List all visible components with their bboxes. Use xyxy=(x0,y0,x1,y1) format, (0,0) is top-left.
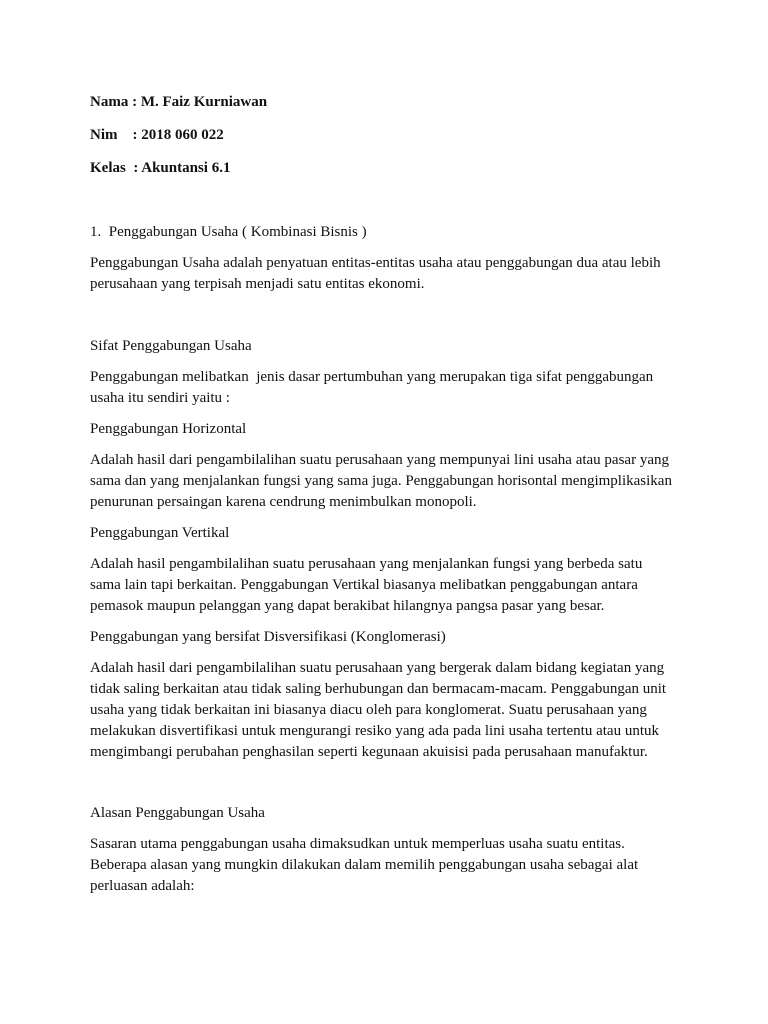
paragraph-line: tidak saling berkaitan atau tidak saling berhubungan dan bermacam-macam. Penggabungan unit xyxy=(90,681,667,697)
alasan-heading: Alasan Penggabungan Usaha xyxy=(90,805,265,821)
paragraph-line: Penggabungan Usaha adalah penyatuan entitas-entitas usaha atau penggabungan dua atau lebih xyxy=(90,255,661,271)
paragraph-line: usaha itu sendiri yaitu : xyxy=(90,390,230,406)
paragraph-line: sama lain tapi berkaitan. Penggabungan Vertikal biasanya melibatkan penggabungan antara xyxy=(90,577,638,593)
konglomerasi-paragraph xyxy=(90,658,690,763)
sifat-intro xyxy=(90,367,690,409)
paragraph-line: melakukan disvertifikasi untuk mengurangi resiko yang ada pada lini usaha tertentu atau untuk xyxy=(90,723,660,739)
student-class: Kelas : Akuntansi 6.1 xyxy=(90,160,231,176)
paragraph-line: penurunan persaingan karena cendrung menimbulkan monopoli. xyxy=(90,494,477,510)
student-name: Nama : M. Faiz Kurniawan xyxy=(90,94,268,110)
student-nim: Nim : 2018 060 022 xyxy=(90,127,224,143)
horizontal-paragraph xyxy=(90,450,690,513)
konglomerasi-heading: Penggabungan yang bersifat Disversifikasi (Konglomerasi) xyxy=(90,629,446,645)
section-1-definition xyxy=(90,253,690,295)
paragraph-line: perluasan adalah: xyxy=(90,878,195,894)
section-1-heading: 1. Penggabungan Usaha ( Kombinasi Bisnis ) xyxy=(90,224,367,240)
sifat-heading: Sifat Penggabungan Usaha xyxy=(90,338,252,354)
paragraph-line: Adalah hasil dari pengambilalihan suatu perusahaan yang mempunyai lini usaha atau pasar yang xyxy=(90,452,669,468)
paragraph-line: Sasaran utama penggabungan usaha dimaksudkan untuk memperluas usaha suatu entitas. xyxy=(90,836,625,852)
vertikal-paragraph xyxy=(90,554,690,617)
paragraph-line: perusahaan yang terpisah menjadi satu entitas ekonomi. xyxy=(90,276,425,292)
alasan-paragraph xyxy=(90,834,690,897)
document-body xyxy=(90,92,690,907)
paragraph-line: Adalah hasil dari pengambilalihan suatu perusahaan yang bergerak dalam bidang kegiatan yang xyxy=(90,660,665,676)
horizontal-heading: Penggabungan Horizontal xyxy=(90,421,247,437)
paragraph-line: pemasok maupun pelanggan yang dapat berakibat hilangnya pangsa pasar yang besar. xyxy=(90,598,605,614)
paragraph-line: sama dan yang menjalankan fungsi yang sama juga. Penggabungan horisontal mengimplikasikan xyxy=(90,473,672,489)
vertikal-heading: Penggabungan Vertikal xyxy=(90,525,230,541)
paragraph-line: Beberapa alasan yang mungkin dilakukan dalam memilih penggabungan usaha sebagai alat xyxy=(90,857,639,873)
paragraph-line: Adalah hasil pengambilalihan suatu perusahaan yang menjalankan fungsi yang berbeda satu xyxy=(90,556,643,572)
student-info xyxy=(90,92,690,179)
paragraph-line: Penggabungan melibatkan jenis dasar pertumbuhan yang merupakan tiga sifat penggabungan xyxy=(90,369,654,385)
paragraph-line: mengimbangi perubahan penghasilan seperti kegunaan akuisisi pada perusahaan manufaktur. xyxy=(90,744,648,760)
paragraph-line: usaha yang tidak berkaitan ini biasanya diacu oleh para konglomerat. Suatu perusahaan yang xyxy=(90,702,647,718)
